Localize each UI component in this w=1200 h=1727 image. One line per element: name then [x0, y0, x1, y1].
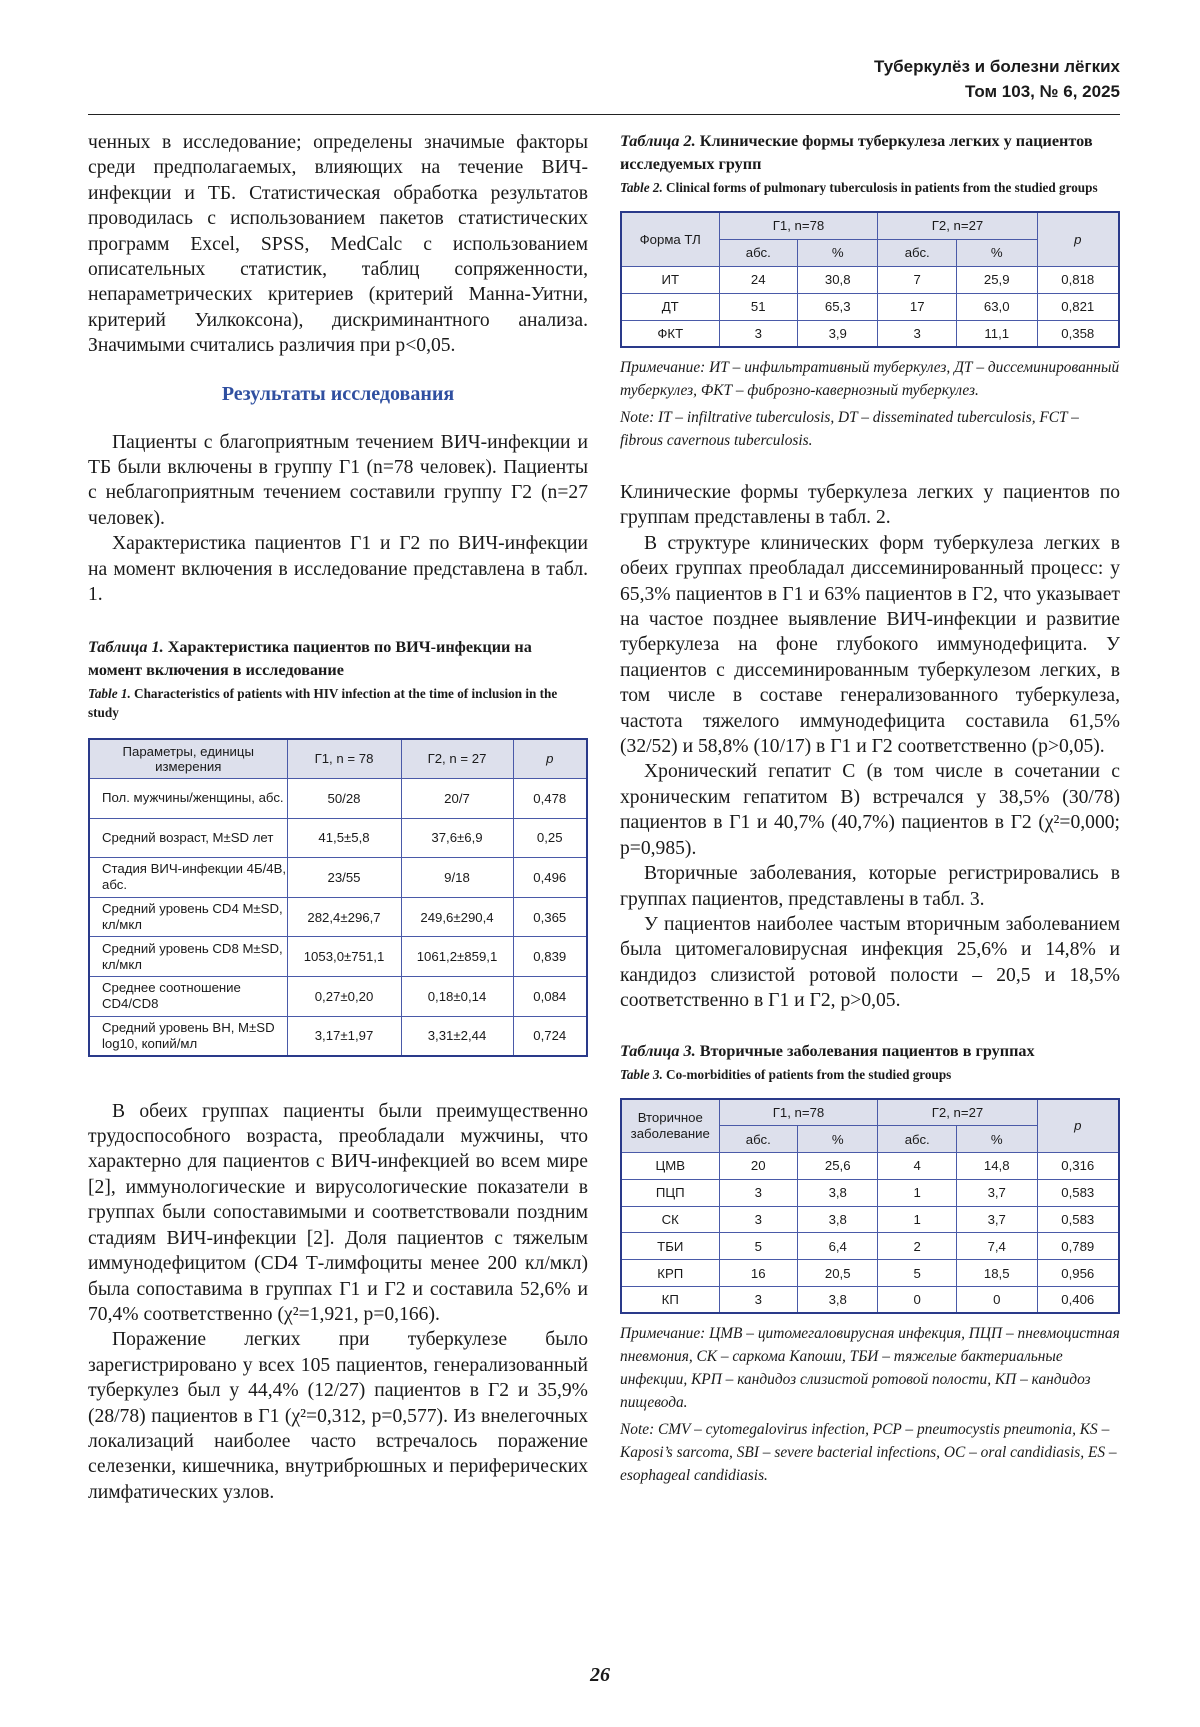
table1-cell: Пол. мужчины/женщины, абс. [89, 779, 287, 819]
table3-row [621, 1206, 1119, 1233]
table1-cell: 0,084 [513, 976, 587, 1016]
table2-cell: 0,358 [1037, 320, 1119, 347]
table2-cell: 65,3 [797, 293, 878, 320]
table3-block [620, 1040, 1120, 1488]
table1-cell: 23/55 [287, 858, 401, 898]
table1-cell: 0,27±0,20 [287, 976, 401, 1016]
table1-header-p: p [513, 739, 587, 779]
table3-header-p: p [1037, 1099, 1119, 1153]
table1-block [88, 636, 588, 1057]
table2-cell: 7 [878, 266, 956, 293]
table1-cell: 1061,2±859,1 [401, 937, 513, 977]
table1-cell: 0,839 [513, 937, 587, 977]
table3-row [621, 1233, 1119, 1260]
table2-cell: 3 [878, 320, 956, 347]
left-paragraph-4: В обеих группах пациенты были преимущественно трудоспособного возраста, преобладали мужчины, что характерно для пациентов с ВИЧ-инфекцией во всем мире [2], иммунологические и вирусологические показатели в группах были сопоставимыми и соответствовали поздним стадиям ВИЧ-инфекции [2]. Доля пациентов с тяжелым иммунодефицитом (CD4 Т-лимфоциты менее 200 кл/мкл) была сопоставима в группах Г1 и Г2 и составила 52,6% и 70,4% соответственно (χ²=1,921, p=0,166). [88, 1100, 588, 1325]
left-column [88, 130, 588, 1505]
table2-caption-en-text: Clinical forms of pulmonary tuberculosis in patients from the studied groups [666, 180, 1098, 195]
left-paragraph-1: ченных в исследование; определены значимые факторы среди предполагаемых, влияющих на течение ВИЧ-инфекции и ТБ. Статистическая обработка результатов проводилась с использованием пакетов статистических программ Excel, SPSS, MedCalc с использованием описательных статистик, таблиц сопряженности, непараметрических критериев (критерий Манна-Уитни, критерий Уилкоксона), дискриминантного анализа. Значимыми считались различия при p<0,05. [88, 132, 588, 357]
table2-header-g2-pct: % [956, 239, 1037, 266]
table3-cell: 3 [719, 1287, 797, 1314]
table2-cell: 63,0 [956, 293, 1037, 320]
table2-cell: 25,9 [956, 266, 1037, 293]
right-paragraph-5: У пациентов наиболее частым вторичным заболеванием была цитомегаловирусная инфекция 25,6% и 14,8% и кандидоз слизистой ротовой полости – 20,5 и 18,5% соответственно в Г1 и Г2, p>0,05. [620, 913, 1120, 1012]
table3-header-g2-abs: абс. [878, 1126, 956, 1153]
table1-caption-en-num: Table 1. [88, 685, 131, 701]
table2-cell: 17 [878, 293, 956, 320]
table3-caption-ru-text: Вторичные заболевания пациентов в группах [699, 1041, 1035, 1060]
table3-header-g1: Г1, n=78 [719, 1099, 878, 1126]
table1-cell: 0,25 [513, 818, 587, 858]
table2-cell: 0,821 [1037, 293, 1119, 320]
table2-block [620, 130, 1120, 452]
table1-cell: 41,5±5,8 [287, 818, 401, 858]
table3-cell: 3,8 [797, 1287, 878, 1314]
table2-note-ru: Примечание: ИТ – инфильтративный туберкулез, ДТ – диссеминированный туберкулез, ФКТ – фиброзно-кавернозный туберкулез. [620, 359, 1120, 399]
table3-cell: 5 [878, 1260, 956, 1287]
table2-cell: 3 [719, 320, 797, 347]
table2-caption-ru [620, 130, 1120, 176]
table3-cell: 0,789 [1037, 1233, 1119, 1260]
table1-cell: Средний уровень CD4 M±SD, кл/мкл [89, 897, 287, 937]
table3-row [621, 1260, 1119, 1287]
table3-caption-en [620, 1065, 1120, 1084]
table2-row [621, 320, 1119, 347]
right-paragraph-4: Вторичные заболевания, которые регистрировались в группах пациентов, представлены в табл. 3. [620, 863, 1120, 910]
table3-cell: 1 [878, 1206, 956, 1233]
table2-cell: 51 [719, 293, 797, 320]
table2-caption-en [620, 178, 1120, 197]
table1-caption-en [88, 684, 588, 722]
table1-cell: Средний уровень ВН, M±SD log10, копий/мл [89, 1016, 287, 1056]
table1-row [89, 858, 587, 898]
table3-caption-en-text: Co-morbidities of patients from the studied groups [666, 1066, 952, 1082]
table2-note-en: Note: IT – infiltrative tuberculosis, DT – disseminated tuberculosis, FCT – fibrous cavernous tuberculosis. [620, 409, 1079, 449]
table2-cell: 30,8 [797, 266, 878, 293]
table1-header-g2: Г2, n = 27 [401, 739, 513, 779]
right-column [620, 130, 1120, 1487]
table3-cell: 1 [878, 1179, 956, 1206]
table3-cell: 0 [956, 1287, 1037, 1314]
table2-cell: 24 [719, 266, 797, 293]
table3-header-g2: Г2, n=27 [878, 1099, 1037, 1126]
table2-caption-ru-num: Таблица 2. [620, 132, 696, 150]
table1-cell: 3,17±1,97 [287, 1016, 401, 1056]
table1-cell: 249,6±290,4 [401, 897, 513, 937]
issue-info: Том 103, № 6, 2025 [965, 82, 1120, 101]
table3-cell: ЦМВ [621, 1153, 719, 1180]
table2-row [621, 293, 1119, 320]
table1-cell: 37,6±6,9 [401, 818, 513, 858]
table1-cell: 20/7 [401, 779, 513, 819]
table1-row [89, 1016, 587, 1056]
table1-cell: Средний уровень CD8 M±SD, кл/мкл [89, 937, 287, 977]
right-paragraph-3: Хронический гепатит С (в том числе в сочетании с хроническим гепатитом В) встречался у 38,5% (30/78) пациентов в Г1 и 40,7% (40,7%) пациентов в Г2 (χ²=0,000; p=0,985). [620, 761, 1120, 859]
table3-cell: 5 [719, 1233, 797, 1260]
table3-row [621, 1153, 1119, 1180]
table2 [620, 211, 1120, 348]
table3-cell: 3,8 [797, 1206, 878, 1233]
table1-cell: 0,724 [513, 1016, 587, 1056]
table3-row [621, 1287, 1119, 1314]
table1-row [89, 818, 587, 858]
section-heading-results: Результаты исследования [221, 382, 455, 405]
table1-caption-ru [88, 636, 588, 682]
table3-cell: 7,4 [956, 1233, 1037, 1260]
table3-caption-ru [620, 1040, 1120, 1063]
table1-row [89, 779, 587, 819]
table3-header-disease: Вторичное заболевание [621, 1099, 719, 1153]
table3-cell: 6,4 [797, 1233, 878, 1260]
table2-cell: 3,9 [797, 320, 878, 347]
table3-cell: 3 [719, 1179, 797, 1206]
table3-header-g2-pct: % [956, 1126, 1037, 1153]
table1-cell: Средний возраст, M±SD лет [89, 818, 287, 858]
table3-caption-en-num: Table 3. [620, 1066, 663, 1082]
page-number: 26 [590, 1664, 610, 1686]
table1-cell: 0,365 [513, 897, 587, 937]
table3-cell: 20,5 [797, 1260, 878, 1287]
table1-header-g1: Г1, n = 78 [287, 739, 401, 779]
table3-cell: КРП [621, 1260, 719, 1287]
left-paragraph-5: Поражение легких при туберкулезе было зарегистрировано у всех 105 пациентов, генерализованный туберкулез был у 44,4% (12/27) пациентов в Г2 и 35,9% (28/78) пациентов в Г1 (χ²=0,312, p=0,577). Из внелегочных локализаций наиболее часто встречалось поражение селезенки, кишечника, внутрибрюшных и периферических лимфатических узлов. [88, 1329, 588, 1503]
table3-cell: КП [621, 1287, 719, 1314]
table1-row [89, 976, 587, 1016]
table3-cell: 3,7 [956, 1206, 1037, 1233]
table1-caption-ru-text: Характеристика пациентов по ВИЧ-инфекции на момент включения в исследование [88, 637, 532, 679]
table2-header-g1-pct: % [797, 239, 878, 266]
table1-cell: 3,31±2,44 [401, 1016, 513, 1056]
table3-cell: СК [621, 1206, 719, 1233]
table1-cell: Среднее соотношение CD4/CD8 [89, 976, 287, 1016]
table3-cell: 0,316 [1037, 1153, 1119, 1180]
table1-cell: 50/28 [287, 779, 401, 819]
table2-cell: ФКТ [621, 320, 719, 347]
table3-cell: ПЦП [621, 1179, 719, 1206]
table3-header-g1-pct: % [797, 1126, 878, 1153]
table1-cell: 0,496 [513, 858, 587, 898]
table3 [620, 1098, 1120, 1315]
left-paragraph-2: Пациенты с благоприятным течением ВИЧ-инфекции и ТБ были включены в группу Г1 (n=78 человек). Пациенты с неблагоприятным течением составили группу Г2 (n=27 человек). [88, 431, 588, 529]
table3-cell: 0,583 [1037, 1206, 1119, 1233]
table1-cell: 282,4±296,7 [287, 897, 401, 937]
table2-caption-ru-text: Клинические формы туберкулеза легких у пациентов исследуемых групп [620, 132, 1093, 173]
table1-cell: 9/18 [401, 858, 513, 898]
table3-cell: 20 [719, 1153, 797, 1180]
table1-cell: 1053,0±751,1 [287, 937, 401, 977]
table3-cell: 4 [878, 1153, 956, 1180]
table3-cell: 25,6 [797, 1153, 878, 1180]
table2-header-form: Форма ТЛ [621, 212, 719, 266]
table3-header-g1-abs: абс. [719, 1126, 797, 1153]
table1-cell: 0,18±0,14 [401, 976, 513, 1016]
table3-cell: 0,956 [1037, 1260, 1119, 1287]
table1-caption-en-text: Characteristics of patients with HIV infection at the time of inclusion in the study [88, 685, 558, 720]
table3-note-ru: Примечание: ЦМВ – цитомегаловирусная инфекция, ПЦП – пневмоцистная пневмония, СК – саркома Капоши, ТБИ – тяжелые бактериальные инфекции, КРП – кандидоз слизистой ротовой полости, КП – кандидоз пищевода. [620, 1325, 1120, 1412]
left-paragraph-3: Характеристика пациентов Г1 и Г2 по ВИЧ-инфекции на момент включения в исследование представлена в табл. 1. [88, 533, 588, 606]
table3-cell: 16 [719, 1260, 797, 1287]
table3-note-en: Note: CMV – cytomegalovirus infection, PCP – pneumocystis pneumonia, KS – Kaposi’s sarcoma, SBI – severe bacterial infections, OC – oral candidiasis, ES – esophageal candidiasis. [620, 1421, 1117, 1485]
table2-cell: 0,818 [1037, 266, 1119, 293]
table3-cell: ТБИ [621, 1233, 719, 1260]
table3-cell: 3,7 [956, 1179, 1037, 1206]
table3-cell: 0,583 [1037, 1179, 1119, 1206]
header-rule [88, 114, 1120, 115]
table2-header-g1: Г1, n=78 [719, 212, 878, 239]
journal-title: Туберкулёз и болезни лёгких [873, 57, 1120, 76]
table1-row [89, 937, 587, 977]
table2-header-g2-abs: абс. [878, 239, 956, 266]
table2-row [621, 266, 1119, 293]
table1-caption-ru-num: Таблица 1. [88, 637, 164, 656]
table3-cell: 3 [719, 1206, 797, 1233]
table3-cell: 18,5 [956, 1260, 1037, 1287]
table1-row [89, 897, 587, 937]
right-paragraph-2: В структуре клинических форм туберкулеза легких в обеих группах преобладал диссеминированный процесс: у 65,3% пациентов в Г1 и 63% пациентов в Г2, что указывает на частое позднее выявление ВИЧ-инфекции и развитие туберкулеза на фоне глубокого иммунодефицита. У пациентов с диссеминированным туберкулезом легких, в том числе в составе генерализованного туберкулеза, частота тяжелого иммунодефицита составила 61,5% (32/52) и 58,8% (10/17) в Г1 и Г2 соответственно (p>0,05). [620, 532, 1120, 758]
table2-header-g2: Г2, n=27 [878, 212, 1037, 239]
table3-cell: 14,8 [956, 1153, 1037, 1180]
table3-cell: 3,8 [797, 1179, 878, 1206]
table2-cell: ИТ [621, 266, 719, 293]
table2-caption-en-num: Table 2. [620, 180, 663, 195]
table2-cell: ДТ [621, 293, 719, 320]
table3-cell: 2 [878, 1233, 956, 1260]
table1-cell: Стадия ВИЧ-инфекции 4Б/4В, абс. [89, 858, 287, 898]
right-paragraph-1: Клинические формы туберкулеза легких у пациентов по группам представлены в табл. 2. [620, 482, 1120, 529]
table1 [88, 738, 588, 1057]
table1-cell: 0,478 [513, 779, 587, 819]
table2-header-g1-abs: абс. [719, 239, 797, 266]
table3-cell: 0 [878, 1287, 956, 1314]
table3-row [621, 1179, 1119, 1206]
table3-cell: 0,406 [1037, 1287, 1119, 1314]
running-header [874, 54, 1120, 104]
table3-caption-ru-num: Таблица 3. [620, 1041, 696, 1060]
table1-header-params: Параметры, единицы измерения [89, 739, 287, 779]
table2-cell: 11,1 [956, 320, 1037, 347]
table2-header-p: p [1037, 212, 1119, 266]
